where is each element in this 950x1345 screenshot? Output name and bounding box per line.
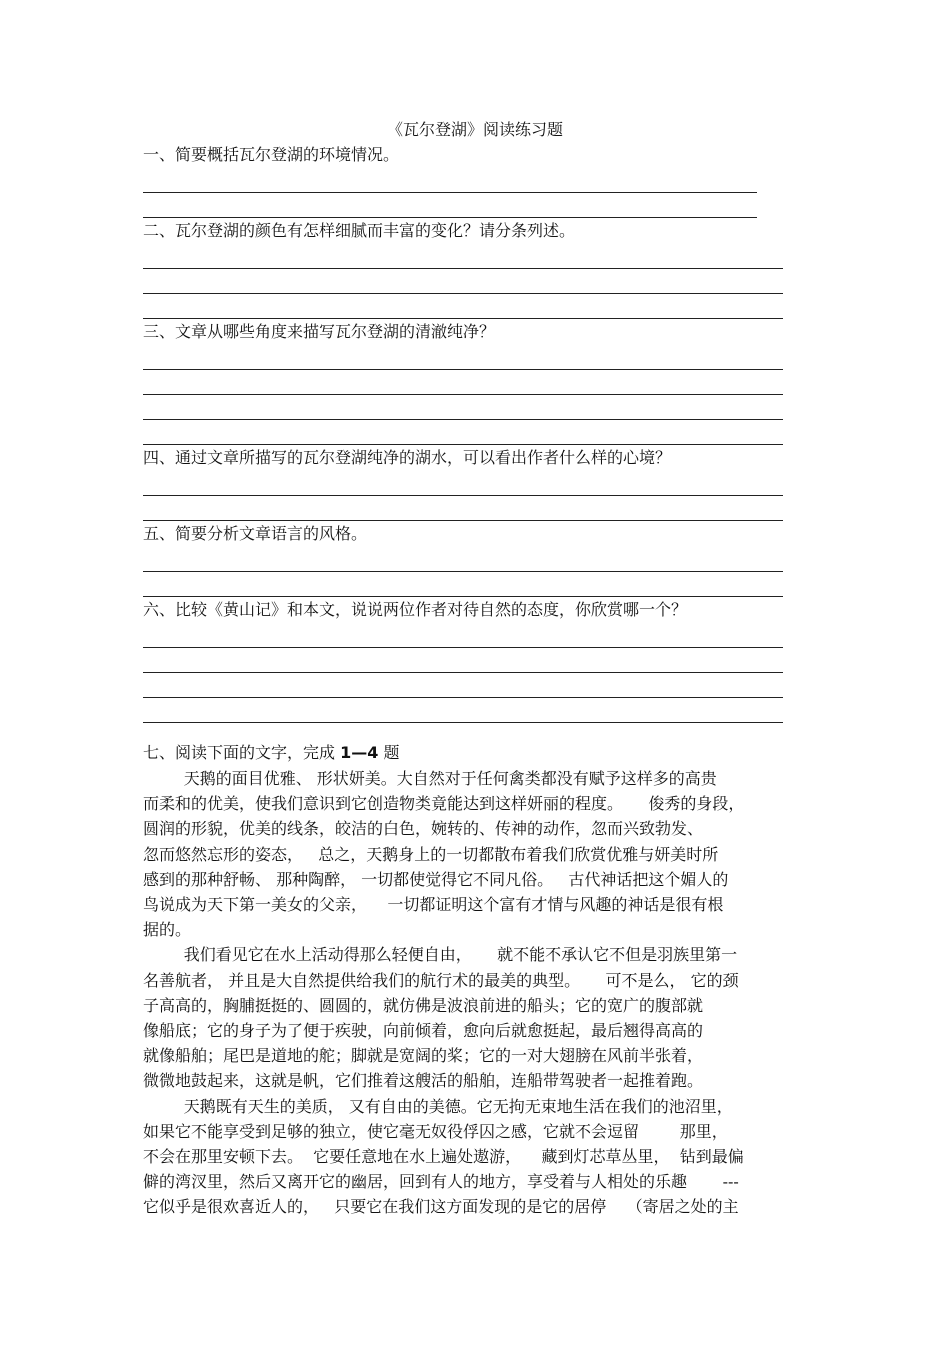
answer-line[interactable] bbox=[143, 269, 783, 294]
answer-line[interactable] bbox=[143, 496, 783, 521]
reading-heading-suffix: 题 bbox=[383, 743, 400, 762]
question-list bbox=[143, 142, 783, 723]
answer-line[interactable] bbox=[143, 623, 783, 648]
question-block bbox=[143, 319, 783, 445]
question-text: 六、比较《黄山记》和本文，说说两位作者对待自然的态度，你欣赏哪一个？ bbox=[143, 600, 688, 619]
question-text: 二、瓦尔登湖的颜色有怎样细腻而丰富的变化？请分条列述。 bbox=[143, 221, 576, 240]
passage-line: 鸟说成为天下第一美女的父亲， 一切都证明这个富有才情与风趣的神话是很有根 bbox=[143, 895, 724, 915]
answer-line[interactable] bbox=[143, 395, 783, 420]
passage-line: 据的。 bbox=[143, 920, 192, 940]
passage-line: 像船底；它的身子为了便于疾驶，向前倾着，愈向后就愈挺起，最后翘得高高的 bbox=[143, 1021, 704, 1041]
answer-line[interactable] bbox=[143, 370, 783, 395]
reading-heading bbox=[143, 740, 803, 766]
question-block bbox=[143, 218, 783, 319]
reading-heading-prefix: 七、阅读下面的文字，完成 bbox=[143, 743, 336, 762]
passage-line: 僻的湾汊里，然后又离开它的幽居，回到有人的地方，享受着与人相处的乐趣 --- bbox=[143, 1172, 739, 1192]
question-text: 四、通过文章所描写的瓦尔登湖纯净的湖水，可以看出作者什么样的心境？ bbox=[143, 448, 672, 467]
page-title: 《瓦尔登湖》阅读练习题 bbox=[386, 120, 563, 139]
passage-line: 不会在那里安顿下去。 它要任意地在水上遍处遨游， 藏到灯芯草丛里， 钻到最偏 bbox=[143, 1147, 744, 1167]
answer-line[interactable] bbox=[143, 471, 783, 496]
answer-line[interactable] bbox=[143, 547, 783, 572]
answer-line[interactable] bbox=[143, 294, 783, 319]
reading-passage bbox=[143, 740, 803, 1220]
passage-line: 就像船舶；尾巴是道地的舵；脚就是宽阔的桨；它的一对大翅膀在风前半张着， bbox=[143, 1046, 704, 1066]
passage-line: 而柔和的优美，使我们意识到它创造物类竟能达到这样妍丽的程度。 俊秀的身段， bbox=[143, 794, 745, 814]
passage-line: 它似乎是很欢喜近人的， 只要它在我们这方面发现的是它的居停 （寄居之处的主 bbox=[143, 1197, 739, 1217]
answer-line[interactable] bbox=[143, 168, 757, 193]
passage-line: 圆润的形貌，优美的线条，皎洁的白色，婉转的、传神的动作，忽而兴致勃发、 bbox=[143, 819, 704, 839]
answer-line[interactable] bbox=[143, 345, 783, 370]
answer-line[interactable] bbox=[143, 420, 783, 445]
question-text: 三、文章从哪些角度来描写瓦尔登湖的清澈纯净？ bbox=[143, 322, 496, 341]
passage-line: 天鹅的面目优雅、 形状妍美。大自然对于任何禽类都没有赋予这样多的高贵 bbox=[143, 769, 717, 788]
question-block bbox=[143, 597, 783, 723]
passage-line: 我们看见它在水上活动得那么轻便自由， 就不能不承认它不但是羽族里第一 bbox=[143, 945, 738, 965]
question-block bbox=[143, 142, 783, 218]
question-block bbox=[143, 521, 783, 597]
reading-heading-range: 1—4 bbox=[340, 743, 379, 762]
answer-line[interactable] bbox=[143, 193, 757, 218]
question-block bbox=[143, 445, 783, 521]
answer-line[interactable] bbox=[143, 648, 783, 673]
passage-line: 感到的那种舒畅、 那种陶醉， 一切都使觉得它不同凡俗。 古代神话把这个媚人的 bbox=[143, 869, 729, 889]
answer-line[interactable] bbox=[143, 572, 783, 597]
answer-line[interactable] bbox=[143, 673, 783, 698]
answer-line[interactable] bbox=[143, 698, 783, 723]
passage-line: 名善航者， 并且是大自然提供给我们的航行术的最美的典型。 可不是么， 它的颈 bbox=[143, 970, 739, 990]
reading-body bbox=[143, 766, 803, 1220]
answer-line[interactable] bbox=[143, 244, 783, 269]
passage-line: 天鹅既有天生的美质， 又有自由的美德。它无拘无束地生活在我们的池沼里， bbox=[143, 1096, 733, 1116]
question-text: 一、简要概括瓦尔登湖的环境情况。 bbox=[143, 145, 400, 164]
passage-line: 子高高的，胸脯挺挺的、圆圆的，就仿佛是波浪前进的船头；它的宽广的腹部就 bbox=[143, 995, 704, 1015]
passage-line: 如果它不能享受到足够的独立，使它毫无奴役俘囚之感，它就不会逗留 那里， bbox=[143, 1121, 728, 1141]
question-text: 五、简要分析文章语言的风格。 bbox=[143, 524, 368, 543]
passage-line: 忽而悠然忘形的姿态， 总之，天鹅身上的一切都散布着我们欣赏优雅与妍美时所 bbox=[143, 844, 719, 864]
passage-line: 微微地鼓起来，这就是帆，它们推着这艘活的船舶，连船带驾驶者一起推着跑。 bbox=[143, 1071, 704, 1091]
